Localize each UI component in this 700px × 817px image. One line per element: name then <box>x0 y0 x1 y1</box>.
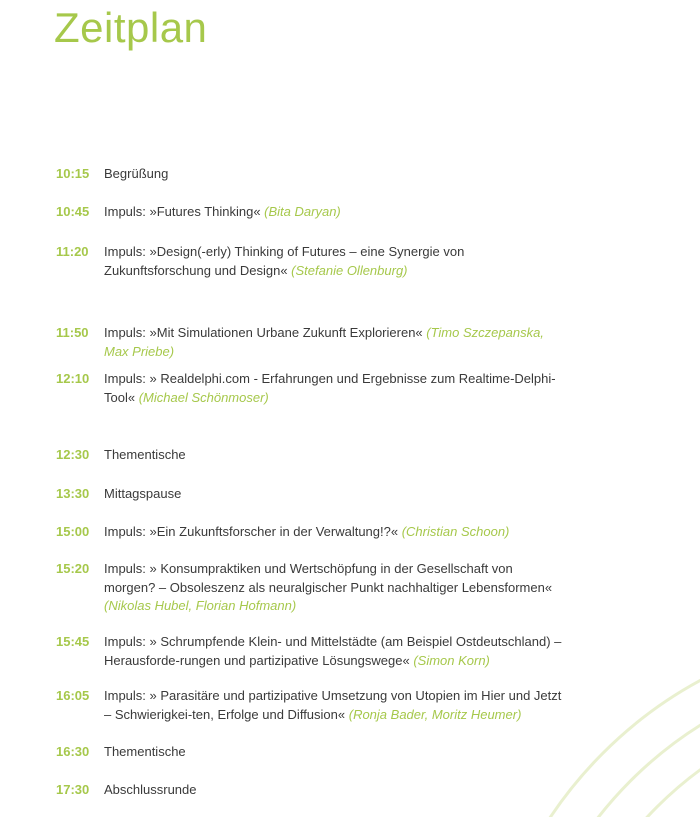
entry-time: 11:20 <box>56 244 89 259</box>
entry-text <box>104 633 564 670</box>
entry-title: Impuls: »Futures Thinking« <box>104 204 265 219</box>
entry-title: Abschlussrunde <box>104 782 197 797</box>
entry-title: Impuls: » Konsumpraktiken und Wertschöpfung in der Gesellschaft von morgen? – Obsoleszenz als neuralgischer Punkt nachhaltiger Lebensformen« <box>104 561 553 595</box>
entry-title: Impuls: »Ein Zukunftsforscher in der Verwaltung!?« <box>104 524 402 539</box>
entry-speaker: (Bita Daryan) <box>264 204 341 219</box>
entry-speaker: (Christian Schoon) <box>401 524 510 539</box>
entry-text <box>104 687 564 724</box>
entry-speaker: (Timo Szczepanska, Max Priebe) <box>104 325 544 359</box>
entry-time: 16:05 <box>56 688 90 703</box>
entry-speaker: (Michael Schönmoser) <box>138 389 269 405</box>
entry-text <box>104 165 564 184</box>
entry-title: Thementische <box>104 744 186 759</box>
entry-text <box>104 370 564 407</box>
entry-text <box>104 560 564 616</box>
entry-title: Mittagspause <box>104 486 182 501</box>
entry-text <box>104 523 564 542</box>
entry-time: 11:50 <box>56 325 89 340</box>
entry-time: 12:30 <box>56 447 90 462</box>
entry-text <box>104 446 564 465</box>
entry-title: Impuls: » Schrumpfende Klein- und Mittelstädte (am Beispiel Ostdeutschland) – Herausforde-rungen und partizipative Lösungswege« <box>104 634 562 668</box>
entry-text <box>104 743 564 762</box>
entry-text <box>104 324 564 361</box>
entry-time: 10:15 <box>56 166 90 181</box>
entry-time: 16:30 <box>56 744 90 759</box>
page-title: Zeitplan <box>54 4 208 51</box>
entry-text <box>104 203 564 222</box>
entry-text <box>104 781 564 800</box>
entry-title: Impuls: » Realdelphi.com - Erfahrungen und Ergebnisse zum Realtime-Delphi-Tool« <box>104 371 556 405</box>
entry-title: Impuls: »Mit Simulationen Urbane Zukunft Explorieren« <box>104 325 427 340</box>
entry-time: 13:30 <box>56 486 90 501</box>
entry-speaker: (Simon Korn) <box>413 652 490 668</box>
entry-title: Impuls: »Design(-erly) Thinking of Futures – eine Synergie von Zukunftsforschung und Design« <box>104 244 465 278</box>
entry-text <box>104 485 564 504</box>
entry-time: 15:45 <box>56 634 90 649</box>
entry-text <box>104 243 564 280</box>
entry-time: 12:10 <box>56 371 90 386</box>
entry-time: 10:45 <box>56 204 90 219</box>
entry-title: Begrüßung <box>104 166 169 181</box>
entry-title: Impuls: » Parasitäre und partizipative Umsetzung von Utopien im Hier und Jetzt – Schwierigkei-ten, Erfolge und Diffusion« <box>104 688 562 722</box>
entry-title: Thementische <box>104 447 186 462</box>
entry-time: 17:30 <box>56 782 90 797</box>
entry-speaker: (Ronja Bader, Moritz Heumer) <box>348 706 522 722</box>
entry-time: 15:00 <box>56 524 90 539</box>
entry-speaker: (Nikolas Hubel, Florian Hofmann) <box>104 598 297 613</box>
entry-speaker: (Stefanie Ollenburg) <box>291 262 408 278</box>
entry-time: 15:20 <box>56 561 90 576</box>
